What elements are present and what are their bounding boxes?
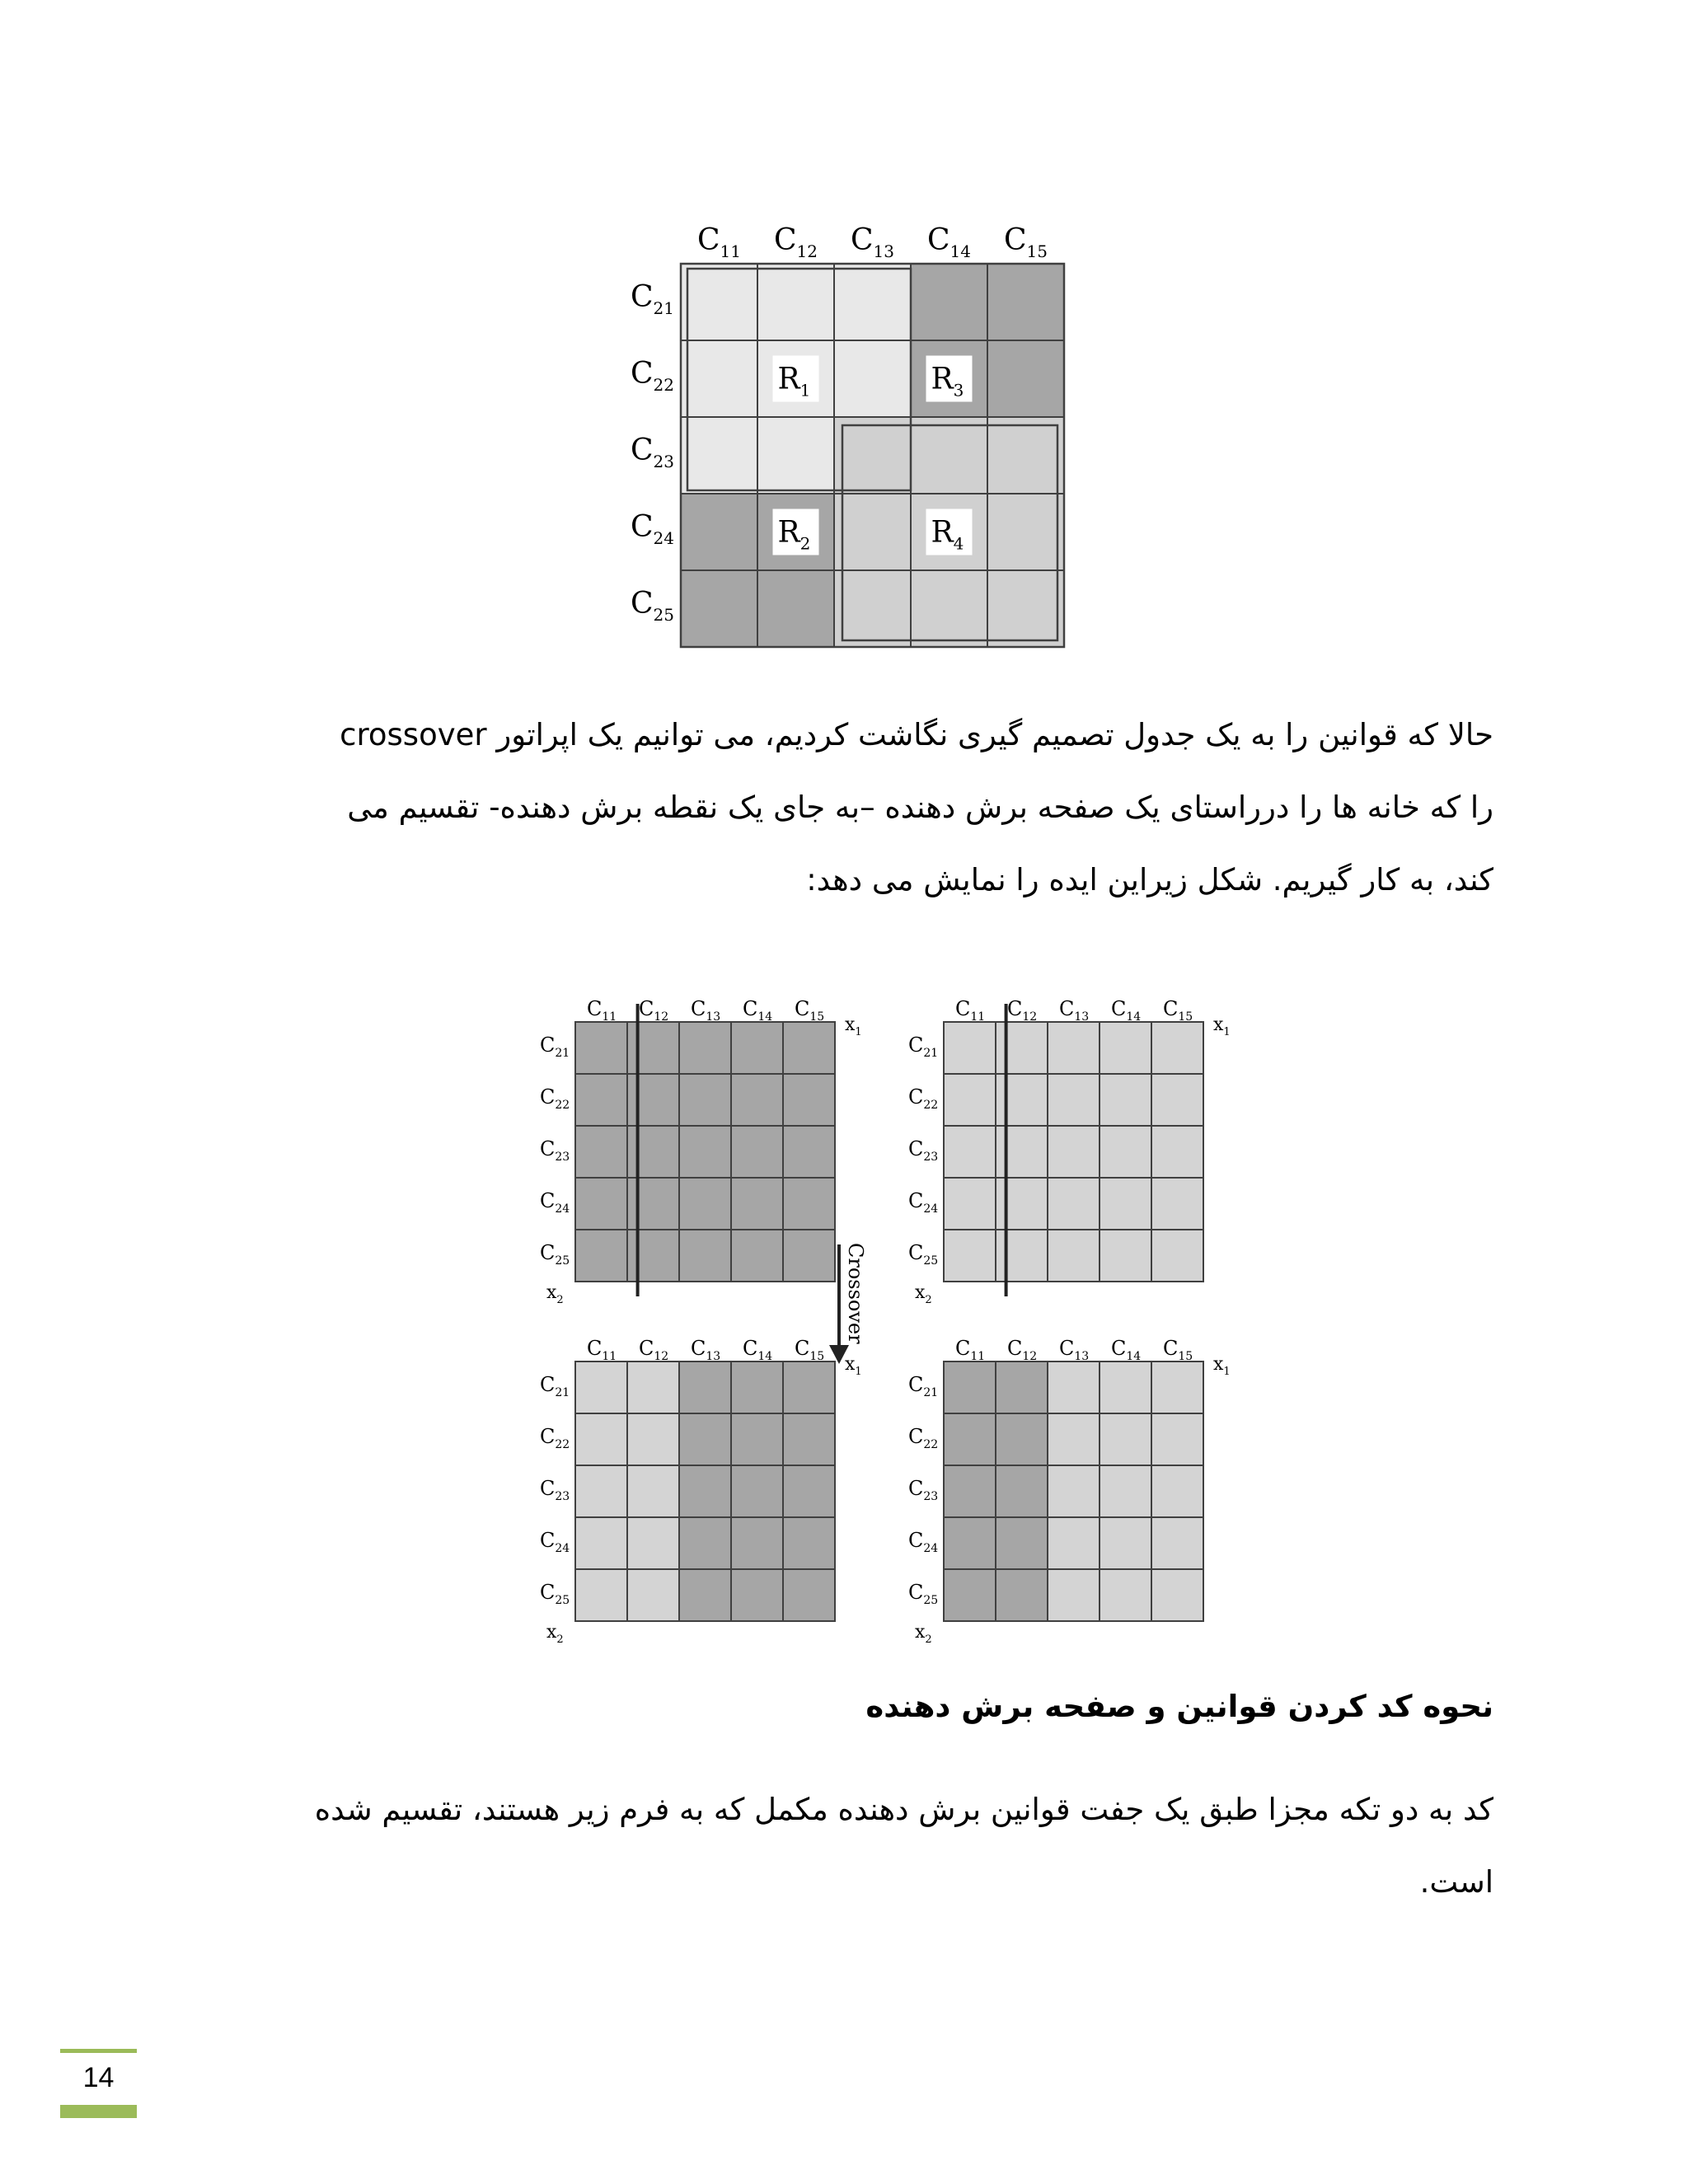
grid-cell: [627, 1022, 679, 1074]
grid-cell: [1048, 1178, 1100, 1230]
grid-cell: [1048, 1074, 1100, 1126]
grid-cell: [575, 1465, 627, 1517]
grid-cell: [1151, 1517, 1203, 1569]
grid-cell: [731, 1126, 783, 1178]
grid-cell: [1100, 1074, 1151, 1126]
column-label: $C_{15}$: [1004, 223, 1048, 261]
column-label: $C_{13}$: [691, 997, 721, 1024]
grid-cell: [1151, 1465, 1203, 1517]
row-label: $C_{21}$: [540, 1373, 570, 1399]
grid-cell: [996, 1413, 1048, 1465]
column-label: $C_{15}$: [1163, 1337, 1193, 1363]
crossover-grid: [908, 1337, 1231, 1646]
column-label: $C_{11}$: [955, 1337, 986, 1363]
grid-cell: [1048, 1126, 1100, 1178]
grid-cell: [996, 1126, 1048, 1178]
grid-cell: [944, 1517, 996, 1569]
row-label: $C_{25}$: [631, 587, 674, 625]
table-cell: [987, 340, 1064, 417]
column-label: $C_{15}$: [1163, 997, 1193, 1024]
grid-cell: [783, 1465, 835, 1517]
row-label: $C_{23}$: [908, 1137, 939, 1164]
table-cell: [757, 264, 834, 340]
grid-cell: [944, 1178, 996, 1230]
grid-cell: [944, 1569, 996, 1621]
grid-cell: [1100, 1178, 1151, 1230]
row-label: $C_{23}$: [540, 1477, 570, 1503]
grid-cell: [944, 1022, 996, 1074]
grid-cell: [1048, 1569, 1100, 1621]
table-cell: [987, 264, 1064, 340]
column-labels: [697, 223, 1048, 261]
row-label: $C_{21}$: [631, 280, 674, 318]
decision-table-cells: [681, 264, 1064, 647]
row-label: $C_{22}$: [631, 357, 674, 395]
table-cell: [681, 417, 757, 494]
grid-cell: [1048, 1230, 1100, 1282]
grid-cell: [996, 1361, 1048, 1413]
column-label: $C_{13}$: [1059, 997, 1090, 1024]
table-cell: [987, 494, 1064, 570]
grid-cell: [783, 1361, 835, 1413]
column-label: $C_{11}$: [587, 1337, 617, 1363]
region-label-r4: $R_4$: [931, 515, 964, 554]
grid-cell: [679, 1465, 731, 1517]
column-label: $C_{11}$: [697, 223, 741, 261]
grid-cell: [1100, 1022, 1151, 1074]
grid-cell: [1100, 1230, 1151, 1282]
paragraph-line: را که خانه ها را درراستای یک صفحه برش دهنده –به جای یک نقطه برش دهنده- تقسیم می: [347, 790, 1493, 825]
grid-cell: [575, 1569, 627, 1621]
grid-cell: [679, 1178, 731, 1230]
row-label: $C_{21}$: [540, 1033, 570, 1060]
table-cell: [911, 417, 987, 494]
grid-cell: [996, 1074, 1048, 1126]
grid-cell: [783, 1569, 835, 1621]
row-label: $C_{25}$: [540, 1241, 570, 1268]
grid-cell: [1151, 1126, 1203, 1178]
grid-cell: [627, 1517, 679, 1569]
table-cell: [757, 417, 834, 494]
grid-cell: [783, 1413, 835, 1465]
grid-cell: [783, 1022, 835, 1074]
grid-cell: [679, 1230, 731, 1282]
grid-cell: [1048, 1361, 1100, 1413]
page-number-rule-bottom: [60, 2105, 137, 2118]
grid-cell: [679, 1022, 731, 1074]
page-number: 14: [82, 2062, 115, 2093]
table-cell: [681, 340, 757, 417]
column-label: $C_{14}$: [1111, 1337, 1142, 1363]
grid-cell: [1048, 1413, 1100, 1465]
grid-cell: [783, 1074, 835, 1126]
row-label: $C_{24}$: [540, 1529, 570, 1555]
paragraph-line: است.: [1419, 1864, 1493, 1900]
grid-cell: [731, 1074, 783, 1126]
x1-label: $x_1$: [845, 1015, 862, 1038]
paragraph-text: حالا که قوانین را به یک جدول تصمیم گیری نگاشت کردیم، می توانیم یک اپراتور: [496, 717, 1493, 752]
grid-cell: [944, 1361, 996, 1413]
row-label: $C_{23}$: [540, 1137, 570, 1164]
paragraph-encoding: [216, 1774, 1493, 1919]
grid-cell: [1100, 1465, 1151, 1517]
table-cell: [834, 570, 911, 647]
grid-cell: [731, 1178, 783, 1230]
table-cell: [987, 570, 1064, 647]
x1-label: $x_1$: [1213, 1354, 1231, 1378]
grid-cell: [783, 1230, 835, 1282]
crossover-term: crossover: [340, 717, 487, 752]
grid-cell: [1100, 1361, 1151, 1413]
paragraph-line: [216, 699, 1493, 771]
column-label: $C_{12}$: [1007, 997, 1038, 1024]
grid-cell: [731, 1022, 783, 1074]
grid-cell: [1048, 1517, 1100, 1569]
grid-cell: [996, 1517, 1048, 1569]
grid-cell: [944, 1126, 996, 1178]
row-label: $C_{22}$: [540, 1085, 570, 1112]
crossover-grids: [540, 997, 1231, 1646]
x1-label: $x_1$: [1213, 1015, 1231, 1038]
grid-cell: [627, 1361, 679, 1413]
column-label: $C_{14}$: [1111, 997, 1142, 1024]
column-label: $C_{12}$: [774, 223, 818, 261]
column-label: $C_{14}$: [743, 997, 773, 1024]
x2-label: $x_2$: [546, 1622, 564, 1646]
table-cell: [911, 264, 987, 340]
section-heading: نحوه کد کردن قوانین و صفحه برش دهنده: [865, 1689, 1493, 1724]
x2-label: $x_2$: [546, 1282, 564, 1306]
grid-cell: [731, 1413, 783, 1465]
table-cell: [834, 494, 911, 570]
grid-cell: [996, 1230, 1048, 1282]
row-label: $C_{21}$: [908, 1033, 939, 1060]
column-label: $C_{11}$: [587, 997, 617, 1024]
grid-cell: [627, 1178, 679, 1230]
row-label: $C_{25}$: [908, 1241, 939, 1268]
column-label: $C_{15}$: [795, 997, 825, 1024]
table-cell: [681, 494, 757, 570]
column-label: $C_{12}$: [1007, 1337, 1038, 1363]
column-label: $C_{14}$: [927, 223, 971, 261]
column-label: $C_{12}$: [639, 997, 669, 1024]
page-number-rule-top: [60, 2049, 137, 2053]
grid-cell: [627, 1569, 679, 1621]
grid-cell: [679, 1413, 731, 1465]
grid-cell: [944, 1465, 996, 1517]
column-label: $C_{11}$: [955, 997, 986, 1024]
region-label-r1: $R_1$: [777, 362, 811, 401]
grid-cell: [731, 1230, 783, 1282]
grid-cell: [575, 1413, 627, 1465]
grid-cell: [783, 1517, 835, 1569]
row-label: $C_{24}$: [908, 1529, 939, 1555]
grid-cell: [679, 1517, 731, 1569]
page-number-box: [60, 2049, 137, 2118]
grid-cell: [679, 1126, 731, 1178]
table-cell: [911, 570, 987, 647]
grid-cell: [1048, 1465, 1100, 1517]
grid-cell: [731, 1361, 783, 1413]
paragraph-line: کند، به کار گیریم. شکل زیراین ایده را نمایش می دهد:: [806, 862, 1493, 898]
grid-cell: [627, 1126, 679, 1178]
table-cell: [757, 570, 834, 647]
column-label: $C_{13}$: [1059, 1337, 1090, 1363]
row-labels: [631, 280, 674, 625]
table-cell: [834, 340, 911, 417]
grid-cell: [944, 1413, 996, 1465]
crossover-grid: [540, 997, 862, 1306]
grid-cell: [575, 1178, 627, 1230]
grid-cell: [1151, 1022, 1203, 1074]
grid-cell: [1151, 1569, 1203, 1621]
paragraph-line: کد به دو تکه مجزا طبق یک جفت قوانین برش دهنده مکمل که به فرم زیر هستند، تقسیم شده: [314, 1792, 1493, 1827]
grid-cell: [575, 1230, 627, 1282]
table-cell: [834, 264, 911, 340]
row-label: $C_{22}$: [908, 1425, 939, 1451]
grid-cell: [996, 1022, 1048, 1074]
row-label: $C_{22}$: [908, 1085, 939, 1112]
grid-cell: [1100, 1126, 1151, 1178]
grid-cell: [575, 1074, 627, 1126]
grid-cell: [1151, 1361, 1203, 1413]
column-label: $C_{15}$: [795, 1337, 825, 1363]
crossover-grid: [540, 1337, 862, 1646]
grid-cell: [783, 1126, 835, 1178]
grid-cell: [1048, 1022, 1100, 1074]
grid-cell: [731, 1569, 783, 1621]
grid-cell: [575, 1361, 627, 1413]
grid-cell: [679, 1361, 731, 1413]
grid-cell: [1151, 1074, 1203, 1126]
grid-cell: [1151, 1413, 1203, 1465]
row-label: $C_{23}$: [631, 434, 674, 471]
grid-cell: [944, 1230, 996, 1282]
row-label: $C_{22}$: [540, 1425, 570, 1451]
grid-cell: [1100, 1517, 1151, 1569]
crossover-arrow-label: Crossover: [844, 1243, 867, 1344]
table-cell: [681, 570, 757, 647]
x2-label: $x_2$: [915, 1282, 932, 1306]
grid-cell: [627, 1465, 679, 1517]
grid-cell: [627, 1413, 679, 1465]
row-label: $C_{24}$: [631, 510, 674, 548]
column-label: $C_{13}$: [691, 1337, 721, 1363]
grid-cell: [783, 1178, 835, 1230]
region-label-r2: $R_2$: [777, 515, 811, 554]
decision-table-figure: [610, 210, 1080, 672]
grid-cell: [996, 1569, 1048, 1621]
x1-label: $x_1$: [845, 1354, 862, 1378]
grid-cell: [627, 1230, 679, 1282]
grid-cell: [627, 1074, 679, 1126]
grid-cell: [731, 1465, 783, 1517]
grid-cell: [679, 1569, 731, 1621]
table-cell: [987, 417, 1064, 494]
grid-cell: [996, 1465, 1048, 1517]
grid-cell: [679, 1074, 731, 1126]
row-label: $C_{25}$: [908, 1581, 939, 1607]
column-label: $C_{14}$: [743, 1337, 773, 1363]
column-label: $C_{12}$: [639, 1337, 669, 1363]
grid-cell: [1151, 1178, 1203, 1230]
grid-cell: [1151, 1230, 1203, 1282]
grid-cell: [575, 1126, 627, 1178]
row-label: $C_{24}$: [540, 1189, 570, 1216]
row-label: $C_{25}$: [540, 1581, 570, 1607]
table-cell: [834, 417, 911, 494]
grid-cell: [575, 1022, 627, 1074]
grid-cell: [996, 1178, 1048, 1230]
crossover-figure: [486, 964, 1231, 1646]
grid-cell: [944, 1074, 996, 1126]
row-label: $C_{21}$: [908, 1373, 939, 1399]
crossover-grid: [908, 997, 1231, 1306]
grid-cell: [731, 1517, 783, 1569]
table-cell: [681, 264, 757, 340]
region-label-r3: $R_3$: [931, 362, 964, 401]
paragraph-crossover-intro: [216, 699, 1493, 916]
column-label: $C_{13}$: [851, 223, 894, 261]
grid-cell: [1100, 1569, 1151, 1621]
row-label: $C_{24}$: [908, 1189, 939, 1216]
grid-cell: [1100, 1413, 1151, 1465]
row-label: $C_{23}$: [908, 1477, 939, 1503]
grid-cell: [575, 1517, 627, 1569]
x2-label: $x_2$: [915, 1622, 932, 1646]
